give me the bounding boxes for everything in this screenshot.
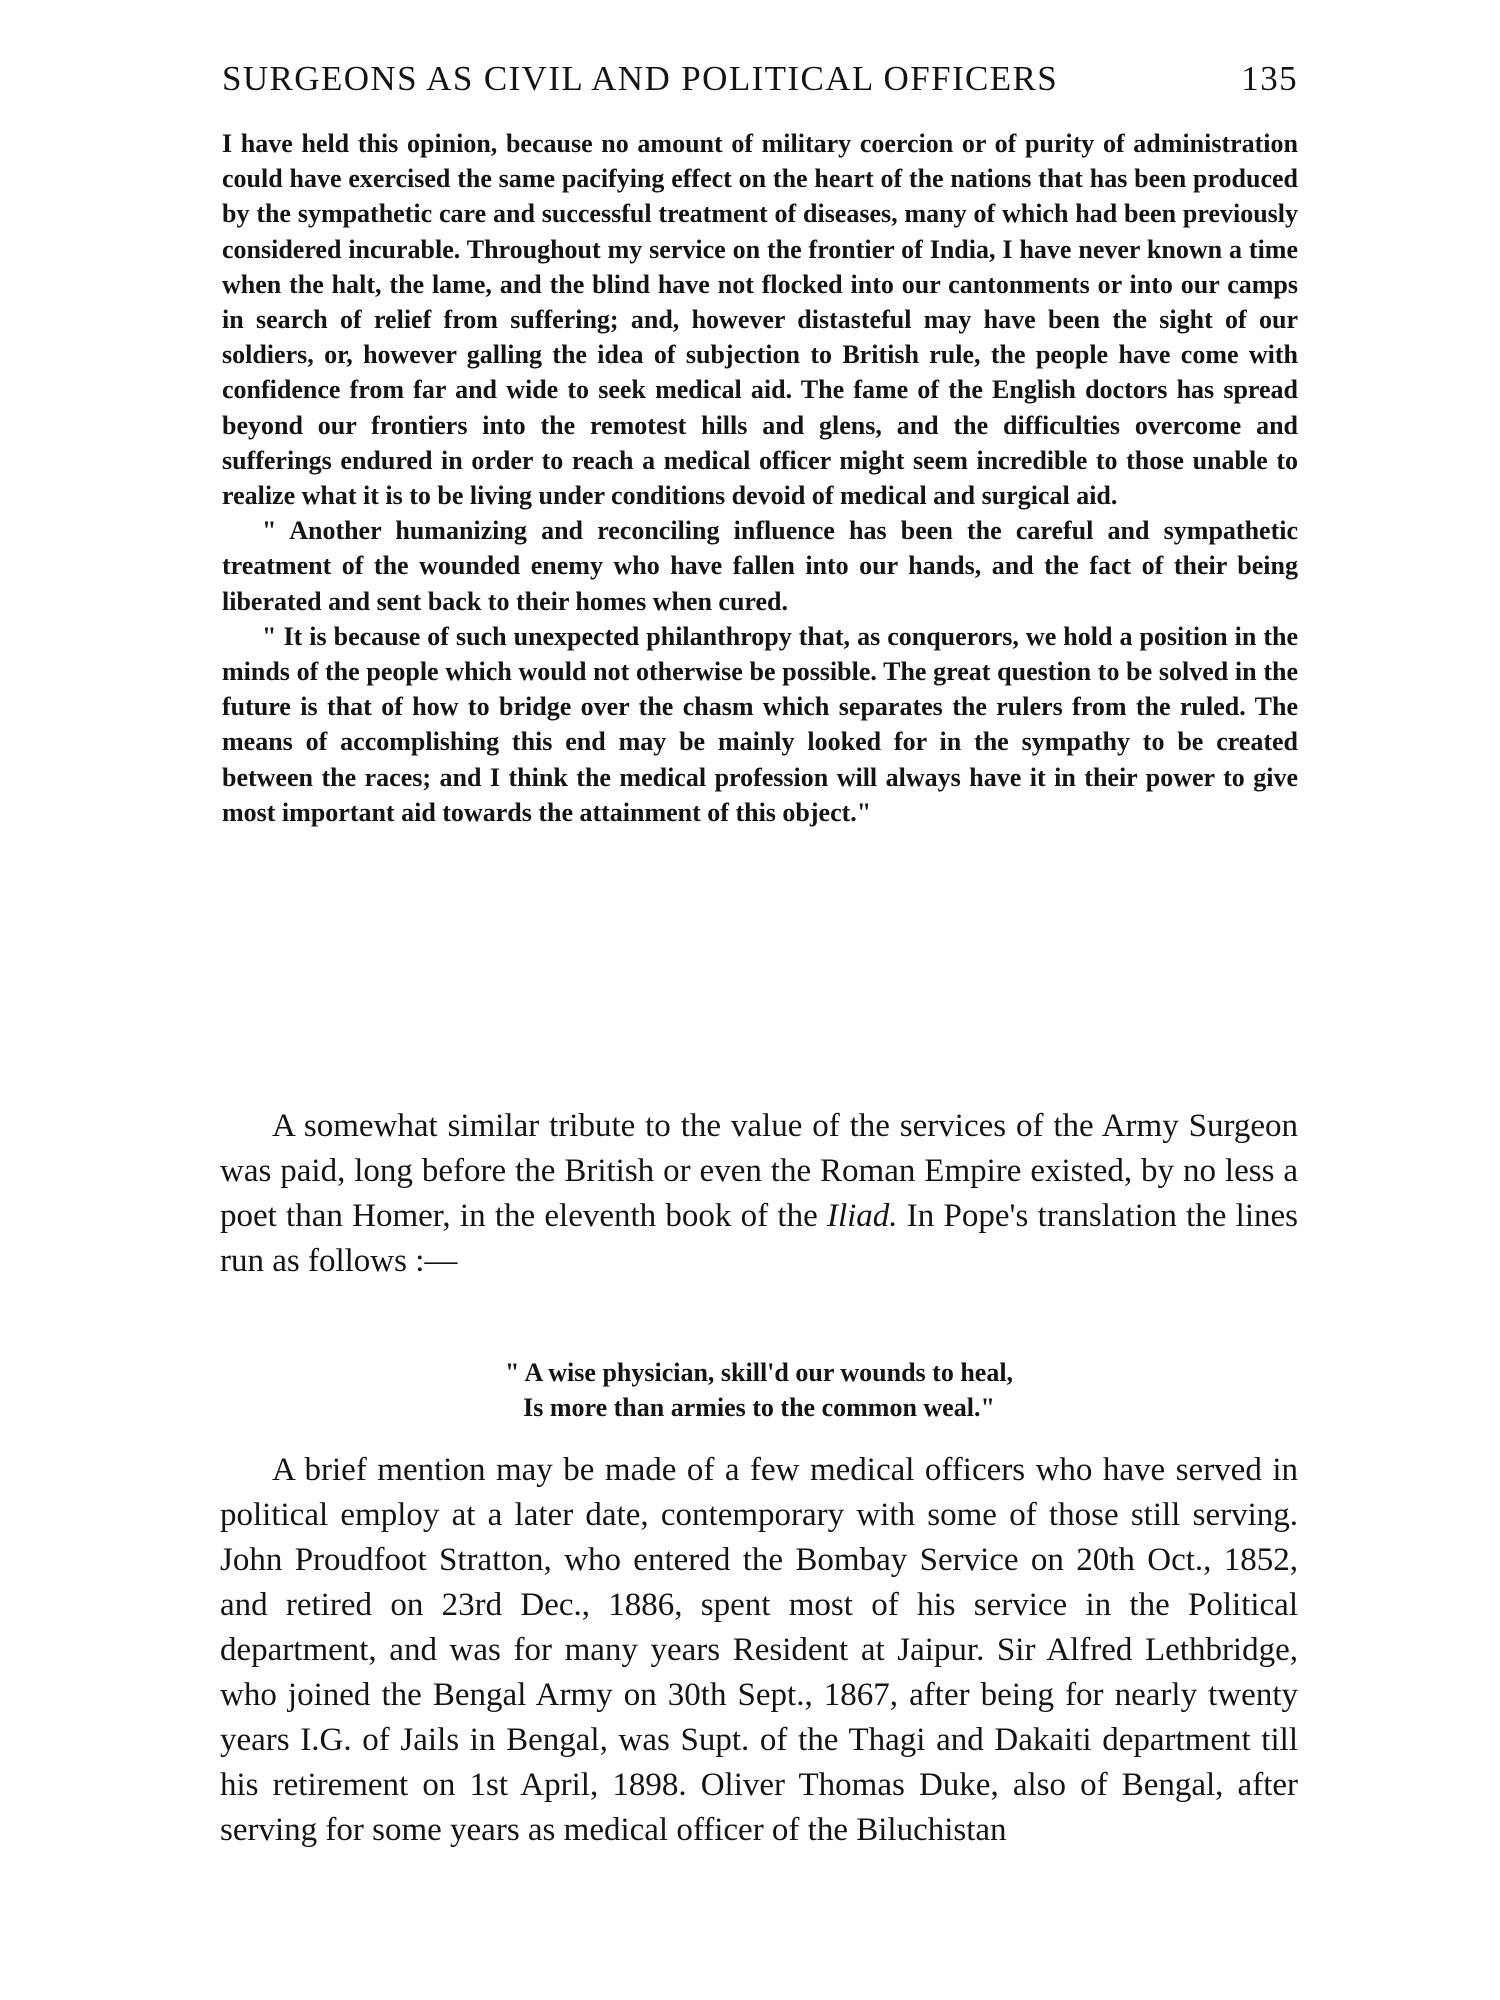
quote-paragraph: " Another humanizing and reconciling influence has been the careful and sympathetic treatment of the wounded enemy who have fallen into our hands, and the fact of their being liberated and sent back to their homes when cured. (222, 516, 1298, 616)
paragraph-text: In Pope's translation the lines run as follows :— (220, 1198, 1299, 1279)
quoted-passage (222, 126, 1298, 830)
paragraph-text: A somewhat similar tribute to the value of the services of the Army Surgeon was paid, long before the British or even the Roman Empire existed, by no less a poet than Homer, in the eleventh book of the (220, 1108, 1298, 1234)
running-head (222, 55, 1298, 103)
body-paragraph-officers: A brief mention may be made of a few medical officers who have served in political employ at a later date, contemporary with some of those still serving. John Proudfoot Stratton, who entered the Bombay Service on 20th Oct., 1852, and retired on 23rd Dec., 1886, spent most of his service in the Political department, and was for many years Resident at Jaipur. Sir Alfred Lethbridge, who joined the Bengal Army on 30th Sept., 1867, after being for nearly twenty years I.G. of Jails in Bengal, was Supt. of the Thagi and Dakaiti department till his retirement on 1st April, 1898. Oliver Thomas Duke, also of Bengal, after serving for some years as medical officer of the Biluchistan (220, 1452, 1298, 1848)
running-title: SURGEONS AS CIVIL AND POLITICAL OFFICERS (222, 59, 1059, 98)
book-title-iliad: Iliad. (826, 1198, 898, 1234)
body-paragraph-homer (220, 1104, 1298, 1284)
quote-paragraph: I have held this opinion, because no amount of military coercion or of purity of administration could have exercised the same pacifying effect on the heart of the nations that has been produced by the sympathetic care and successful treatment of diseases, many of which had been previously considered incurable. Throughout my service on the frontier of India, I have never known a time when the halt, the lame, and the blind have not flocked into our cantonments or into our camps in search of relief from suffering; and, however distasteful may have been the sight of our soldiers, or, however galling the idea of subjection to British rule, the people have come with confidence from far and wide to seek medical aid. The fame of the English doctors has spread beyond our frontiers into the remotest hills and glens, and the difficulties overcome and sufferings endured in order to reach a medical officer might seem incredible to those unable to realize what it is to be living under conditions devoid of medical and surgical aid. (222, 129, 1298, 511)
verse-quotation (220, 1355, 1298, 1425)
verse-line: " A wise physician, skill'd our wounds to heal, (504, 1358, 1014, 1387)
page-number: 135 (1241, 59, 1298, 98)
quote-paragraph: " It is because of such unexpected philanthropy that, as conquerors, we hold a position in the minds of the people which would not otherwise be possible. The great question to be solved in the future is that of how to bridge over the chasm which separates the rulers from the ruled. The means of accomplishing this end may be mainly looked for in the sympathy to be created between the races; and I think the medical profession will always have it in their power to give most important aid towards the attainment of this object." (222, 621, 1298, 827)
verse-line: Is more than armies to the common weal." (523, 1393, 995, 1422)
